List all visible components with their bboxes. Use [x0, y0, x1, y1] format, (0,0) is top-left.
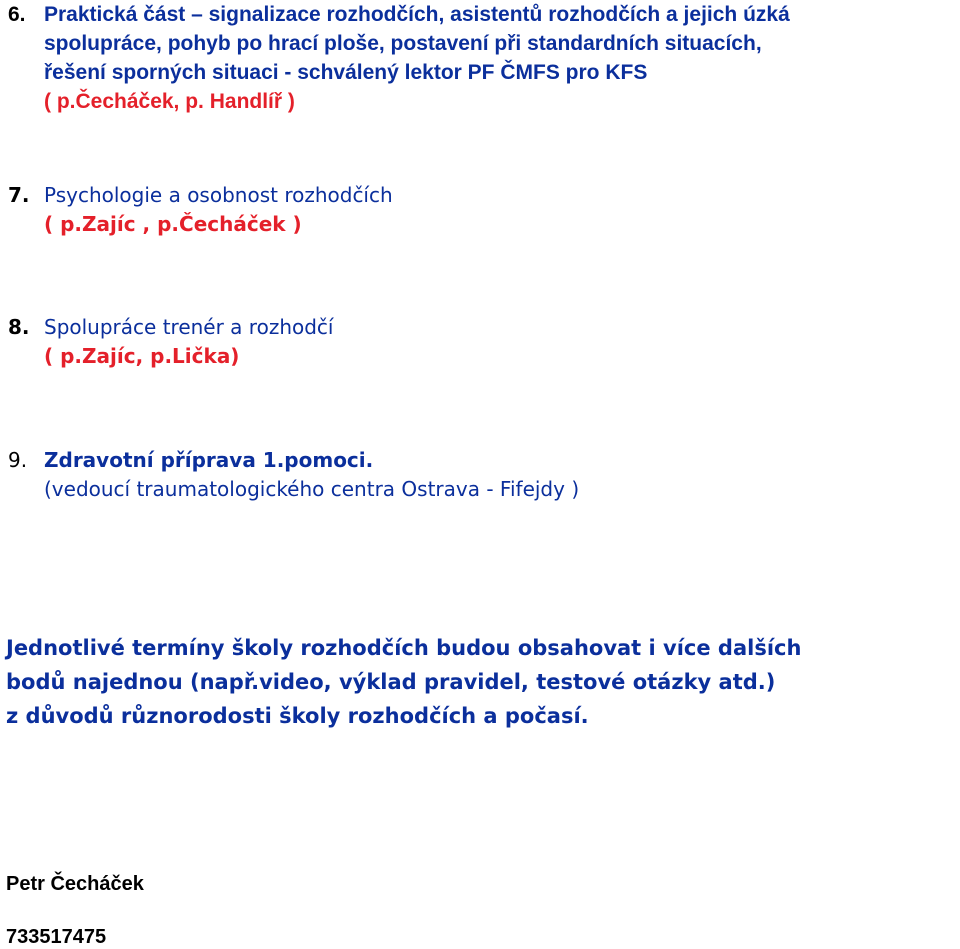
- note-line-2: bodů najednou (např.video, výklad pravidel, testové otázky atd.): [6, 670, 776, 694]
- signature-phone: 733517475: [6, 926, 107, 948]
- item-7-title: Psychologie a osobnost rozhodčích: [44, 183, 393, 207]
- item-8-first-line: [8, 313, 333, 342]
- item-8: [8, 313, 333, 371]
- item-7-number: 7.: [8, 183, 30, 207]
- item-6-title-line-2: spolupráce, pohyb po hrací ploše, postavení při standardních situacích,: [44, 32, 762, 55]
- item-6: [8, 0, 790, 116]
- item-9-first-line: [8, 446, 579, 475]
- item-9-lecturers: (vedoucí traumatologického centra Ostrava - Fifejdy ): [44, 477, 580, 501]
- item-7-lecturers: ( p.Zajíc , p.Čecháček ): [44, 212, 302, 236]
- item-9: [8, 446, 579, 504]
- item-6-first-line: [8, 0, 790, 29]
- note-paragraph: [6, 631, 801, 733]
- signature-name: Petr Čecháček: [6, 873, 144, 895]
- item-7: [8, 181, 393, 239]
- note-line-3: z důvodů různorodosti školy rozhodčích a počasí.: [6, 704, 589, 728]
- item-6-lecturers: ( p.Čecháček, p. Handlíř ): [44, 90, 295, 113]
- item-7-first-line: [8, 181, 393, 210]
- item-8-title: Spolupráce trenér a rozhodčí: [44, 315, 334, 339]
- note-line-1: Jednotlivé termíny školy rozhodčích budou obsahovat i více dalších: [6, 636, 802, 660]
- item-9-title: Zdravotní příprava 1.pomoci.: [44, 448, 374, 472]
- item-8-lecturers: ( p.Zajíc, p.Lička): [44, 344, 240, 368]
- item-9-number: 9.: [8, 448, 28, 472]
- item-8-number: 8.: [8, 315, 30, 339]
- item-6-title-line-3: řešení sporných situaci - schválený lektor PF ČMFS pro KFS: [44, 61, 648, 84]
- item-6-title-line-1: Praktická část – signalizace rozhodčích, asistentů rozhodčích a jejich úzká: [44, 3, 790, 26]
- item-6-number: 6.: [8, 3, 26, 26]
